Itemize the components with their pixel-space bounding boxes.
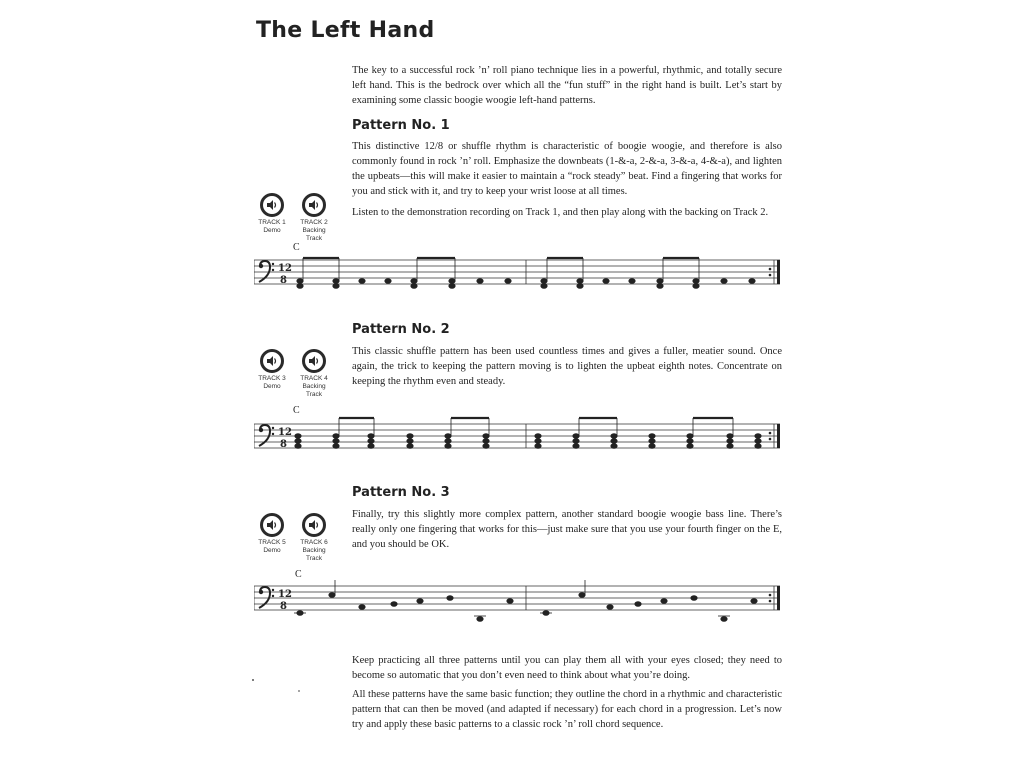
track-sublabel: Backing Track bbox=[302, 383, 326, 398]
track-sublabel: Backing Track bbox=[302, 547, 326, 562]
svg-text:8: 8 bbox=[280, 439, 287, 450]
speaker-icon bbox=[260, 349, 284, 373]
speaker-icon bbox=[302, 349, 326, 373]
pattern-3-heading: Pattern No. 3 bbox=[352, 485, 450, 500]
pattern-2-tracks bbox=[254, 349, 332, 399]
track-label: TRACK 6 bbox=[300, 539, 328, 546]
pattern-2-paragraph-1: This classic shuffle pattern has been used countless times and gives a fuller, meatier sound. Once again, the trick to keeping the pattern moving is to lighten the upbeat eighth notes. Concentrate on keeping the rhythm even and steady. bbox=[352, 346, 782, 387]
track-sublabel: Demo bbox=[263, 547, 281, 554]
svg-text:12: 12 bbox=[278, 427, 292, 438]
svg-text:8: 8 bbox=[280, 275, 287, 286]
track-4[interactable] bbox=[296, 349, 332, 399]
svg-text:8: 8 bbox=[280, 601, 287, 612]
scan-speck bbox=[298, 690, 300, 692]
pattern-2-chord-symbol: C bbox=[293, 405, 300, 416]
outro-paragraph-1: Keep practicing all three patterns until you can play them all with your eyes closed; they need to become so automatic that you don’t even need to think about what you’re doing. bbox=[352, 655, 782, 681]
pattern-1-staff bbox=[254, 252, 784, 296]
svg-text:12: 12 bbox=[278, 263, 292, 274]
track-label: TRACK 2 bbox=[300, 219, 328, 226]
track-sublabel: Backing Track bbox=[302, 227, 326, 242]
pattern-3-tracks bbox=[254, 513, 332, 563]
track-label: TRACK 4 bbox=[300, 375, 328, 382]
bass-clef-icon bbox=[259, 261, 274, 282]
speaker-icon bbox=[260, 513, 284, 537]
track-3[interactable] bbox=[254, 349, 290, 399]
track-label: TRACK 3 bbox=[258, 375, 286, 382]
pattern-1-heading: Pattern No. 1 bbox=[352, 118, 450, 133]
speaker-icon bbox=[260, 193, 284, 217]
speaker-icon bbox=[302, 513, 326, 537]
track-sublabel: Demo bbox=[263, 227, 281, 234]
outro-paragraph-2: All these patterns have the same basic function; they outline the chord in a rhythmic and characteristic pattern that can then be moved (and adapted if necessary) for each chord in a progression. Let’s now try and apply these basic patterns to a classic rock ’n’ roll chord sequence. bbox=[352, 689, 782, 730]
track-6[interactable] bbox=[296, 513, 332, 563]
track-5[interactable] bbox=[254, 513, 290, 563]
pattern-1-paragraph-2: Listen to the demonstration recording on Track 1, and then play along with the backing on Track 2. bbox=[352, 207, 769, 218]
svg-text:12: 12 bbox=[278, 589, 292, 600]
track-sublabel: Demo bbox=[263, 383, 281, 390]
intro-paragraph: The key to a successful rock ’n’ roll piano technique lies in a powerful, rhythmic, and totally secure left hand. This is the bedrock over which all the “fun stuff” in the right hand is built. Let’s start by examining some classic boogie woogie left-hand patterns. bbox=[352, 65, 782, 106]
track-label: TRACK 1 bbox=[258, 219, 286, 226]
pattern-3-chord-symbol: C bbox=[295, 569, 302, 580]
pattern-1-paragraph-1: This distinctive 12/8 or shuffle rhythm is characteristic of boogie woogie, and therefore is also commonly found in rock ’n’ roll. Emphasize the downbeats (1-&-a, 2-&-a, 3-&-a, 4-&-a), and lighten the upbeats—this will make it easier to maintain a “rock steady” beat. Find a fingering that works for you and stick with it, and try to keep your wrist loose at all times. bbox=[352, 141, 782, 197]
bass-clef-icon bbox=[259, 425, 274, 446]
scan-speck bbox=[252, 679, 254, 681]
pattern-2-heading: Pattern No. 2 bbox=[352, 322, 450, 337]
pattern-1-chord-symbol: C bbox=[293, 242, 300, 253]
page-title: The Left Hand bbox=[256, 18, 435, 43]
speaker-icon bbox=[302, 193, 326, 217]
track-2[interactable] bbox=[296, 193, 332, 243]
pattern-1-tracks bbox=[254, 193, 332, 243]
pattern-3-paragraph-1: Finally, try this slightly more complex pattern, another standard boogie woogie bass line. There’s really only one fingering that works for this—just make sure that you use your fourth finger on the E, and you should be OK. bbox=[352, 509, 782, 550]
track-1[interactable] bbox=[254, 193, 290, 243]
bass-clef-icon bbox=[259, 587, 274, 608]
pattern-2-staff bbox=[254, 414, 784, 458]
pattern-3-staff bbox=[254, 578, 784, 628]
track-label: TRACK 5 bbox=[258, 539, 286, 546]
